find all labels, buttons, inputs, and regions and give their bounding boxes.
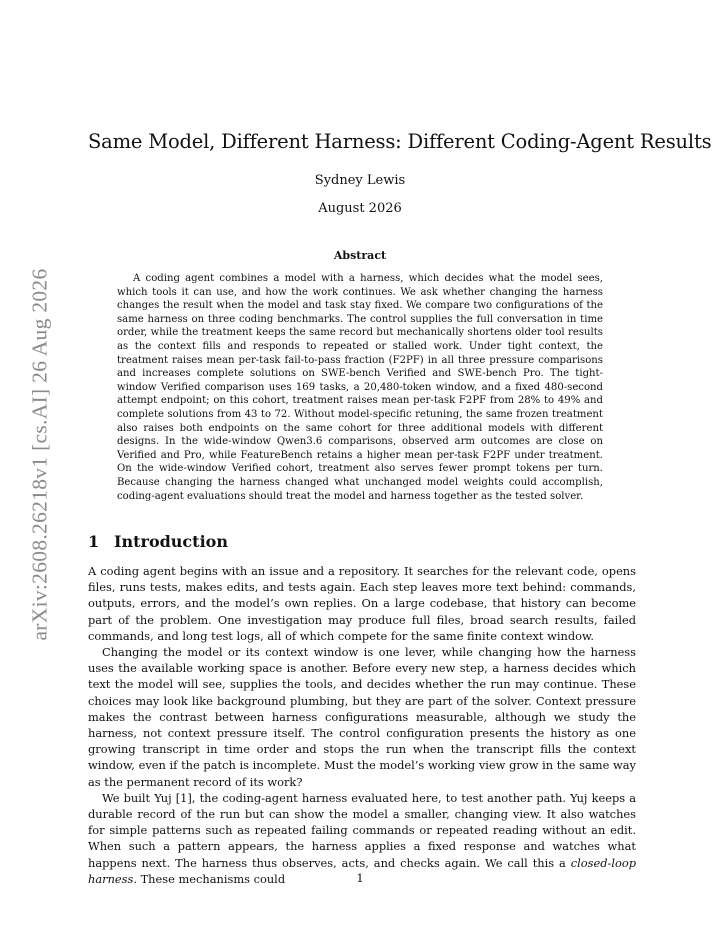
arxiv-identifier-text: arXiv:2608.26218v1 [cs.AI] 26 Aug 2026 [27, 267, 52, 641]
page-number: 1 [356, 871, 364, 885]
emphasized-term: closed-loop harness. [88, 855, 636, 886]
introduction-paragraph: Changing the model or its context window is one lever, while changing how the harness uses the available working space is another. Before every new step, a harness decides which text the model will see, supplies the tools, and decides whether the run may continue. These choices may look like background plumbing, but they are part of the solver. Context pressure makes the contrast between harness configurations measurable, although we study the harness, not context pressure itself. The control configuration presents the history as one growing transcript in time order and stops the run when the transcript fills the context window, even if the patch is incomplete. Must the model’s working view grow in the same way as the permanent record of its work? [88, 645, 636, 789]
paper-title: Same Model, Different Harness: Different Coding-Agent Results [88, 130, 712, 153]
paper-date: August 2026 [318, 201, 402, 216]
section-title: Introduction [114, 532, 228, 551]
introduction-body [88, 563, 636, 887]
paragraph-text: We built Yuj [1], the coding-agent harness evaluated here, to test another path. Yuj keeps a durable record of the run but can show the model a smaller, changing view. It also watches for simple patterns such as repeated failing commands or repeated reading without an edit. When such a pattern appears, the harness applies a fixed response and watches what happens next. The harness thus observes, acts, and checks again. We call this a [88, 790, 636, 870]
paper-author: Sydney Lewis [314, 173, 406, 188]
abstract-heading: Abstract [333, 249, 387, 262]
section-number: 1 [88, 532, 100, 551]
arxiv-identifier-stamp [20, 258, 60, 650]
paragraph-text: These mechanisms could [136, 871, 286, 886]
introduction-paragraph: A coding agent begins with an issue and a repository. It searches for the relevant code, opens files, runs tests, makes edits, and tests again. Each step leaves more text behind: commands, outputs, errors, and the model’s own replies. On a large codebase, that history can become part of the problem. One investigation may produce full files, broad search results, failed commands, and long test logs, all of which compete for the same finite context window. [88, 564, 636, 643]
abstract-paragraph: A coding agent combines a model with a harness, which decides what the model sees, which tools it can use, and how the work continues. We ask whether changing the harness changes the result when the model and task stay fixed. We compare two configurations of the same harness on three coding benchmarks. The control supplies the full conversation in time order, while the treatment keeps the same record but mechanically shortens older tool results as the context fills and responds to repeated or stalled work. Under tight context, the treatment raises mean per-task fail-to-pass fraction (F2PF) in all three pressure comparisons and increases complete solutions on SWE-bench Verified and SWE-bench Pro. The tight-window Verified comparison uses 169 tasks, a 20,480-token window, and a fixed 480-second attempt endpoint; on this cohort, treatment raises mean per-task F2PF from 28% to 49% and complete solutions from 43 to 72. Without model-specific retuning, the same frozen treatment also raises both endpoints on the same cohort for three additional models with different designs. In the wide-window Qwen3.6 comparisons, observed arm outcomes are close on Verified and Pro, while FeatureBench retains a higher mean per-task F2PF under treatment. On the wide-window Verified cohort, treatment also serves fewer prompt tokens per turn. Because changing the harness changed what unchanged model weights could accomplish, coding-agent evaluations should treat the model and harness together as the tested solver. [117, 273, 603, 502]
abstract-body [117, 272, 603, 503]
section-heading [88, 532, 228, 551]
